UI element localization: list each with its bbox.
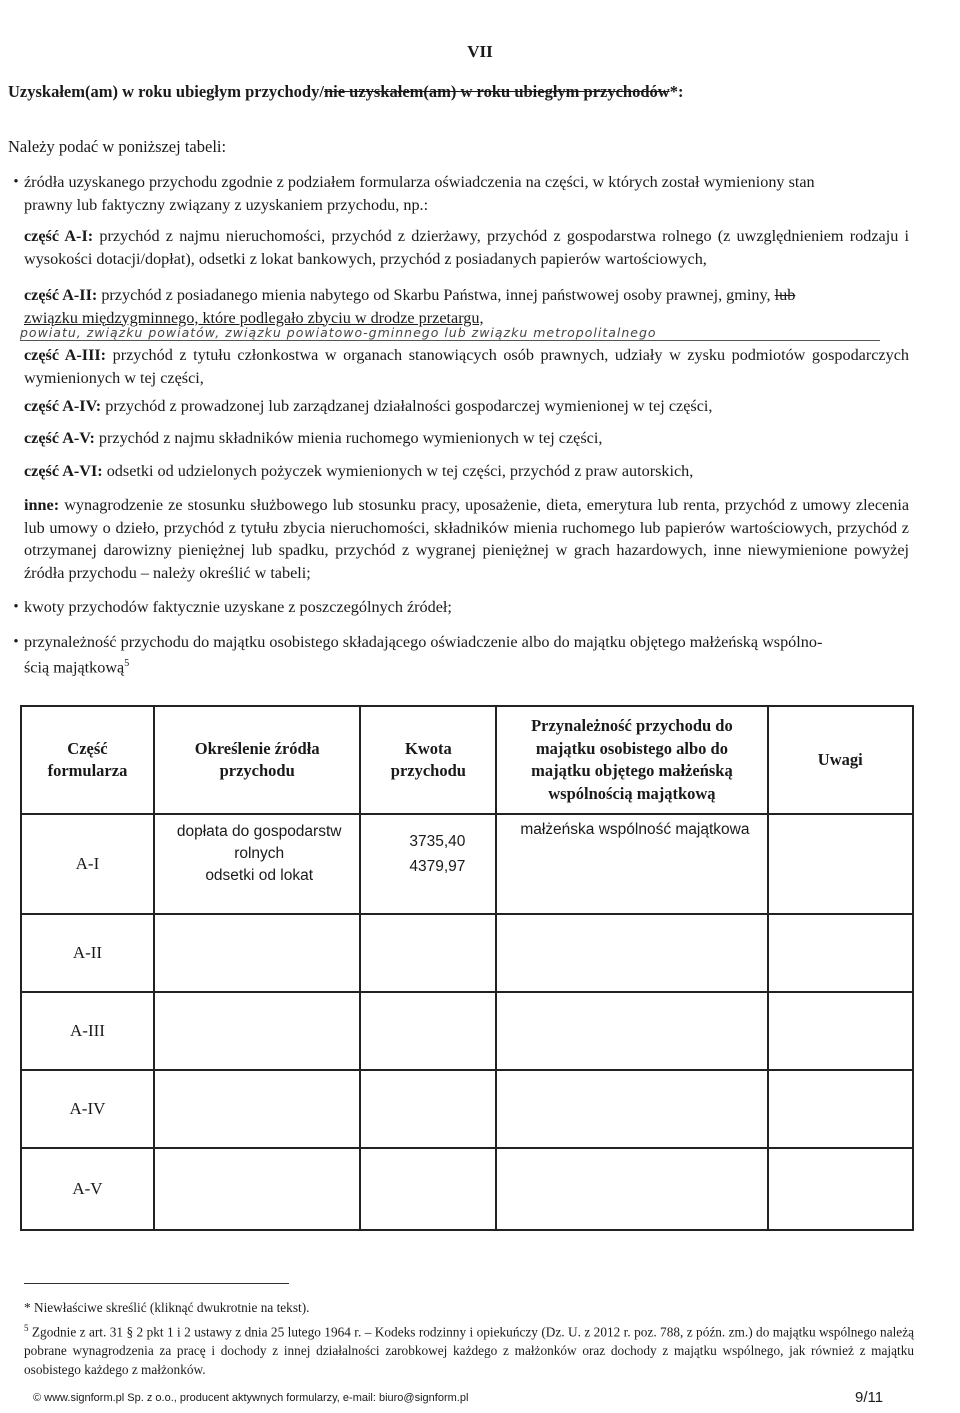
part-a5-text: przychód z najmu składników mienia ruchomego wymienionych w tej części,	[98, 429, 603, 447]
part-a6-label: część A-VI:	[24, 462, 103, 480]
footnote-5-mark: 5	[24, 1323, 29, 1333]
source-cell[interactable]	[154, 814, 361, 914]
source-cell[interactable]	[154, 914, 361, 992]
part-a4-label: część A-IV:	[24, 397, 102, 415]
intro-text: Należy podać w poniższej tabeli:	[8, 137, 227, 156]
part-a5-label: część A-V:	[24, 429, 95, 447]
footnote-5	[24, 1319, 914, 1379]
bullet-marker: •	[13, 174, 19, 190]
header-amount: Kwota przychodu	[360, 706, 496, 814]
footnote-star-mark: *	[24, 1300, 31, 1315]
part-a4-text: przychód z prowadzonej lub zarządzanej działalności gospodarczej wymienionej w tej części,	[105, 397, 713, 415]
header-ownership: Przynależność przychodu do majątku osobistego albo do majątku objętego małżeńską wspólnością majątkową	[496, 706, 767, 814]
row-part-label: A-II	[21, 914, 154, 992]
table-row	[21, 914, 913, 992]
part-a3-text: przychód z tytułu członkostwa w organach stanowiących osób prawnych, udziały w zysku podmiotów gospodarczych wymienionych w tej części,	[24, 346, 909, 387]
part-a3-label: część A-III:	[24, 346, 107, 364]
ownership-cell[interactable]	[496, 1070, 767, 1148]
source-cell[interactable]	[154, 1070, 361, 1148]
heading-suffix: *:	[669, 82, 684, 101]
part-a6-description	[24, 460, 909, 483]
part-a1-label: część A-I:	[24, 227, 94, 245]
part-a6-text: odsetki od udzielonych pożyczek wymienionych w tej części, przychód z praw autorskich,	[106, 462, 694, 480]
amount-cell[interactable]	[360, 814, 496, 914]
source-cell[interactable]	[154, 1148, 361, 1230]
other-text: wynagrodzenie ze stosunku służbowego lub stosunku pracy, uposażenie, dieta, emerytura lub renta, przychód z umowy zlecenia lub umowy o dzieło, przychód z tytułu zbycia nieruchomości, składników mienia ruchomego lub papierów wartościowych, przychód z otrzymanej darowizny pieniężnej lub spadku, przychód z wygranej pieniężnej w grach hazardowych, inne niewymienione powyżej źródła przychodu – należy określić w tabeli;	[24, 496, 909, 582]
bullet-3-line-2: ścią majątkową$^5$	[24, 658, 130, 677]
bullet-1-line-2: prawny lub faktyczny związany z uzyskaniem przychodu, np.:	[24, 196, 429, 214]
header-source: Określenie źródła przychodu	[154, 706, 361, 814]
notes-cell[interactable]	[768, 992, 913, 1070]
amount-1: 3735,40	[409, 833, 466, 850]
part-a1-text: przychód z najmu nieruchomości, przychód z dzierżawy, przychód z gospodarstwa rolnego (z uwzględnieniem rodzaju i wysokości dotacji/dopłat), odsetki z lokat bankowych, przychód z posiadanych papierów wartościowych,	[24, 227, 909, 268]
bullet-2: kwoty przychodów faktycznie uzyskane z poszczególnych źródeł;	[24, 598, 452, 616]
footnote-star	[24, 1298, 914, 1317]
part-a2-struck: lub	[774, 286, 796, 304]
other-label: inne:	[24, 496, 60, 514]
part-a2-text: przychód z posiadanego mienia nabytego od Skarbu Państwa, innej państwowej osoby prawnej, gminy,	[101, 286, 771, 304]
header-notes: Uwagi	[768, 706, 913, 814]
row-part-label: A-IV	[21, 1070, 154, 1148]
footer-page-count: 9/11	[855, 1389, 884, 1406]
section-heading	[8, 82, 683, 102]
notes-cell[interactable]	[768, 914, 913, 992]
table-row	[21, 1148, 913, 1230]
handwritten-addition: powiatu, związku powiatów, związku powiatowo-gminnego lub związku metropolitalnego	[20, 325, 657, 340]
part-a2-description	[24, 284, 909, 329]
row-part-label: A-V	[21, 1148, 154, 1230]
table-row	[21, 1070, 913, 1148]
ownership-cell[interactable]: małżeńska wspólność majątkowa	[496, 814, 767, 914]
amount-cell[interactable]	[360, 1070, 496, 1148]
header-part: Część formularza	[21, 706, 154, 814]
table-row	[21, 992, 913, 1070]
page-number: VII	[467, 42, 493, 61]
ownership-cell[interactable]	[496, 992, 767, 1070]
amount-2: 4379,97	[409, 858, 466, 875]
other-sources-description	[24, 494, 909, 584]
source-line-2: rolnych	[234, 845, 285, 862]
amount-cell[interactable]	[360, 1148, 496, 1230]
source-cell[interactable]	[154, 992, 361, 1070]
table-header-row	[21, 706, 913, 814]
notes-cell[interactable]	[768, 1148, 913, 1230]
footnote-star-text: Niewłaściwe skreślić (kliknąć dwukrotnie na tekst).	[33, 1300, 310, 1315]
ownership-cell[interactable]	[496, 914, 767, 992]
footnote-5-text: Zgodnie z art. 31 § 2 pkt 1 i 2 ustawy z dnia 25 lutego 1964 r. – Kodeks rodzinny i opiekuńczy (Dz. U. z 2012 r. poz. 788, z późn. zm.) do majątku wspólnego należą pobrane wynagrodzenia za pracę i dochody z innej działalności zarobkowej każdego z małżonków oraz dochody z majątku wspólnego, jak również z majątku osobistego każdego z małżonków.	[24, 1324, 914, 1378]
income-table	[20, 705, 914, 1231]
table-row	[21, 814, 913, 914]
footer-publisher[interactable]: © www.signform.pl Sp. z o.o., producent aktywnych formularzy, e-mail: biuro@signform.pl	[33, 1392, 469, 1404]
notes-cell[interactable]	[768, 1070, 913, 1148]
part-a5-description	[24, 427, 909, 450]
part-a4-description	[24, 395, 909, 418]
footnote-ref-5: 5	[124, 658, 130, 669]
bullet-1-line-1: źródła uzyskanego przychodu zgodnie z podziałem formularza oświadczenia na części, w których został wymieniony stan	[24, 173, 815, 191]
bullet-3-line-1: przynależność przychodu do majątku osobistego składającego oświadczenie albo do majątku objętego małżeńską wspólno-	[24, 633, 823, 651]
heading-selected-option[interactable]: Uzyskałem(am) w roku ubiegłym przychody/	[8, 82, 324, 101]
part-a2-line-2: związku międzygminnego, które podlegało zbyciu w drodze przetargu,	[24, 308, 484, 327]
notes-cell[interactable]	[768, 814, 913, 914]
row-part-label: A-III	[21, 992, 154, 1070]
source-line-1: dopłata do gospodarstw	[176, 823, 342, 840]
handwriting-underline	[20, 340, 880, 341]
footnote-divider	[24, 1283, 289, 1284]
part-a3-description	[24, 344, 909, 389]
part-a2-label: część A-II:	[24, 286, 98, 304]
amount-cell[interactable]	[360, 914, 496, 992]
row-part-label: A-I	[21, 814, 154, 914]
source-line-3: odsetki od lokat	[205, 867, 314, 884]
heading-struck-option[interactable]: nie uzyskałem(am) w roku ubiegłym przychodów	[323, 82, 670, 101]
amount-cell[interactable]	[360, 992, 496, 1070]
ownership-cell[interactable]	[496, 1148, 767, 1230]
bullet-marker: •	[13, 634, 19, 650]
bullet-marker: •	[13, 599, 19, 615]
part-a1-description	[24, 225, 909, 270]
